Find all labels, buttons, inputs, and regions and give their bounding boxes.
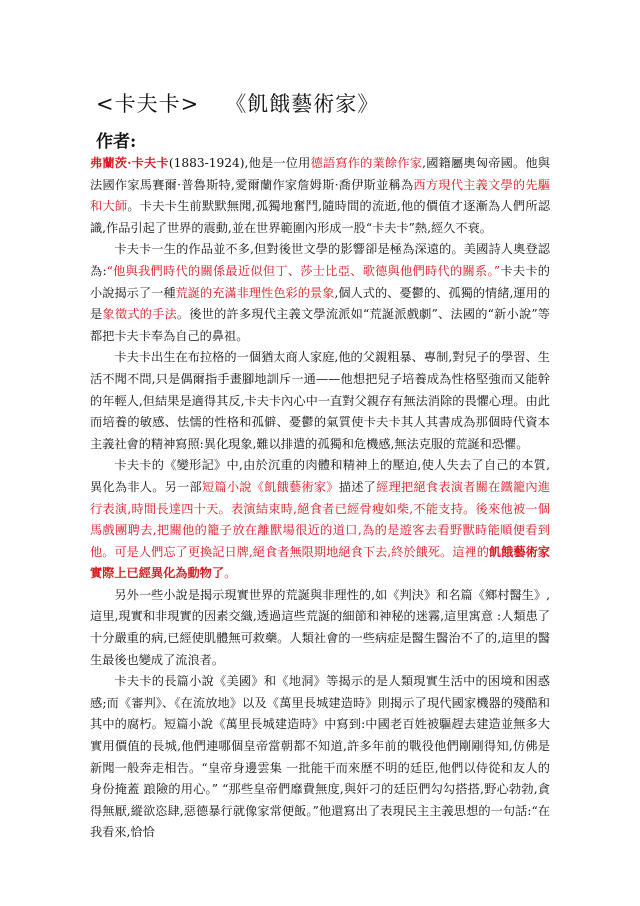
text-run: 。後世的許多現代主義文學流派如“荒誕派戲劇”、法國的“新小說”等都把卡夫卡奉為自己的鼻祖。 bbox=[90, 307, 550, 343]
text-run: 卡夫卡一生的作品並不多,但對後世文學的影響卻是極為深遠的。美國詩人奧登認為: bbox=[90, 242, 550, 278]
text-run: 卡夫卡的長篇小說《美國》和《地洞》等揭示的是人類現實生活中的困境和困惑感;而《審判》、《在流放地》以及《萬里長城建造時》則揭示了現代國家機器的殘酷和其中的腐朽。短篇小說《萬里長城建造時》中寫到:中國老百姓被驅趕去建造並無多大實用價值的長城,他們連哪個皇帝當朝都不知道,許多年前的戰役他們剛剛得知,仿佛是新聞一般奔走相告。“皇帝身邊雲集 一批能干而來歷不明的廷臣,他們以侍從和友人的身份掩蓋 踉險的用心。” “那些皇帝們靡費無度,與奸刁的廷臣們勾勾搭搭,野心勃勃,貪得無厭,縱欲恣肆,惡德暴行就像家常便飯。”他還寫出了表現民主主義思想的一句話:“在我看來,恰恰 bbox=[90, 674, 550, 840]
paragraph bbox=[90, 239, 550, 347]
title-author: <卡夫卡> bbox=[96, 92, 200, 116]
highlighted-text: 荒誕的充滿非理性色彩的景象 bbox=[175, 285, 335, 300]
paragraph bbox=[90, 585, 550, 671]
highlighted-text: 德語寫作的業餘作家 bbox=[310, 156, 423, 170]
text-run: 卡夫卡的《變形記》中,由於沉重的肉體和精神上的壓迫,使人失去了自己的本質,異化為非人。另一部 bbox=[90, 458, 550, 494]
author-heading: 作者: bbox=[96, 132, 137, 152]
text-run: 。卡夫卡生前默默無聞,孤獨地奮鬥,隨時間的流逝,他的價值才逐漸為人們所認識,作品引起了世界的震動,並在世界範圍內形成一股“卡夫卡”熱,經久不衰。 bbox=[90, 199, 551, 235]
body-text bbox=[90, 153, 550, 844]
text-run: ,國籍屬奧匈帝國。他與法國作家馬賽爾·普魯斯特,愛爾蘭作家詹姆斯·喬伊斯並稱為 bbox=[90, 156, 550, 192]
text-run: 卡夫卡出生在布拉格的一個猶太商人家庭,他的父親粗暴、專制,對兒子的學習、生活不聞不問,只是偶爾指手畫腳地訓斥一通——他想把兒子培養成為性格堅強而又能幹的年輕人,但結果是適得其反,卡夫卡內心中一直對父親存有無法消除的畏懼心理。由此而培養的敏感、怯懦的性格和孤僻、憂鬱的氣質使卡夫卡其人其書成為那個時代資本主義社會的精神寫照:異化現象,難以排遣的孤獨和危機感,無法克服的荒誕和恐懼。 bbox=[90, 350, 550, 451]
highlighted-text: 弗蘭茨·卡夫卡 bbox=[90, 156, 169, 170]
highlighted-text: “他與我們時代的關係最近似但丁、莎士比亞、歌德與他們時代的關系。” bbox=[106, 263, 501, 278]
highlighted-text: 飢餓藝術家實際上已經異化為動物了 bbox=[90, 544, 550, 581]
text-run: (1883-1924),他是一位用 bbox=[168, 156, 311, 170]
text-run: 另外一些小說是揭示現實世界的荒誕與非理性的,如《判決》和名篇《鄉村醫生》,這里,現實和非現實的因素交織,透過這些荒誕的細節和神秘的迷霧,這里寓意 :人類患了十分嚴重的病,已經使肌體無可救藥。人類社會的一些病症是醫生醫治不了的,這里的醫生最後也變成了流浪者。 bbox=[90, 587, 550, 667]
highlighted-text: 短篇小說《飢餓藝術家》 bbox=[201, 479, 339, 494]
text-run: 卡夫卡的小說揭示了一種 bbox=[90, 263, 550, 300]
highlighted-text: 西方現代主義文學的先驅和大師 bbox=[90, 177, 551, 214]
paragraph bbox=[90, 671, 550, 844]
document-title bbox=[96, 88, 379, 118]
text-run: ,個人式的、憂鬱的、孤獨的情緒,運用的是 bbox=[90, 285, 551, 322]
highlighted-text: 象徵式的手法 bbox=[102, 307, 177, 322]
paragraph bbox=[90, 347, 550, 455]
highlighted-text: 經理把絕食表演者關在鐵籠內進行表演,時間長達四十天。表演結束時,絕食者已經骨瘦如柴,不能支持。後來他被一個馬戲團聘去,把關他的籠子放在離獸場很近的道口,為的是遊客去看野獸時能順便看到他。可是人們忘了更換記日牌,絕食者無限期地絕食下去,終於餓死。這裡的 bbox=[90, 479, 551, 559]
text-run: 描述了 bbox=[338, 479, 377, 494]
highlighted-text: 。 bbox=[224, 566, 237, 581]
paragraph bbox=[90, 455, 550, 585]
title-work: 《飢餓藝術家》 bbox=[225, 92, 380, 116]
paragraph bbox=[90, 153, 550, 239]
